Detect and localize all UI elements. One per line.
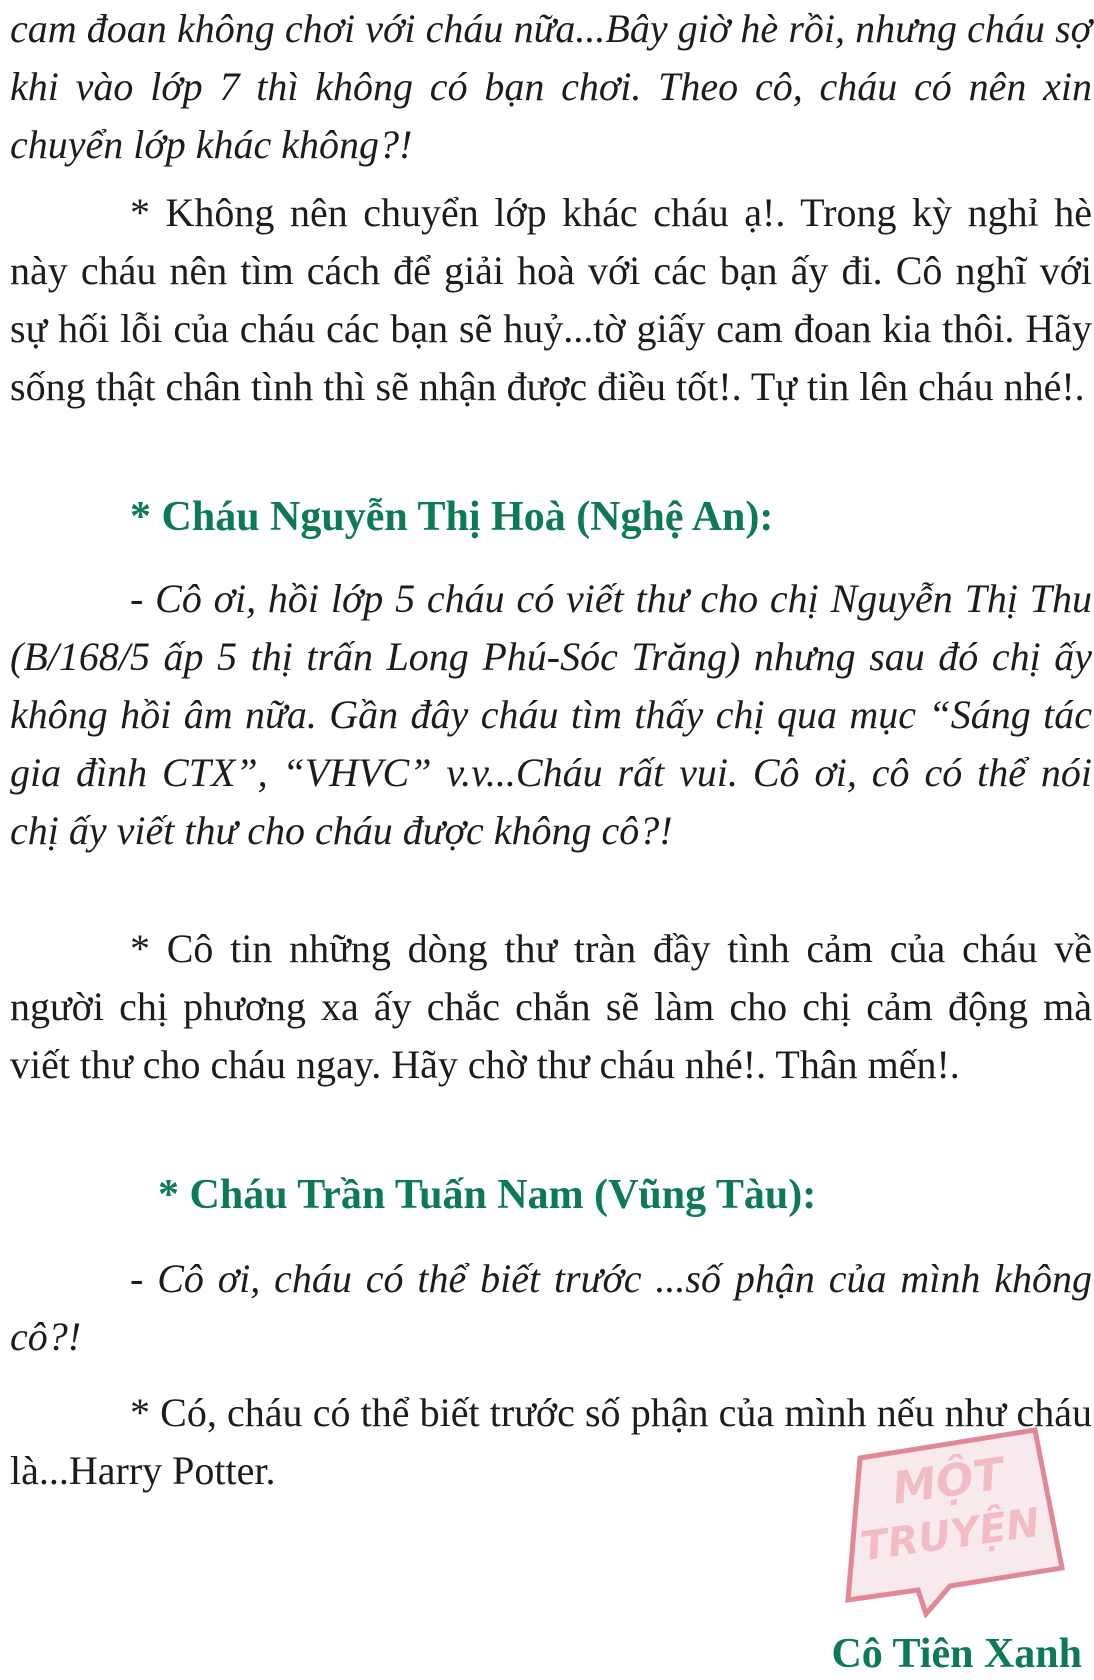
watermark-text-line1: MỘT	[889, 1448, 1007, 1515]
reply-paragraph-3: * Có, cháu có thể biết trước số phận của mình nếu như cháu là...Harry Potter.	[10, 1390, 1092, 1493]
letter-paragraph-2: - Cô ơi, hồi lớp 5 cháu có viết thư cho chị Nguyễn Thị Thu (B/168/5 ấp 5 thị trấn Long Phú-Sóc Trăng) nhưng sau đó chị ấy không hồi âm nữa. Gần đây cháu tìm thấy chị qua mục “Sáng tác gia đình CTX”, “VHVC” v.v...Cháu rất vui. Cô ơi, cô có thể nói chị ấy viết thư cho cháu được không cô?!	[10, 576, 1092, 853]
reply-paragraph-1: * Không nên chuyển lớp khác cháu ạ!. Trong kỳ nghỉ hè này cháu nên tìm cách để giải hoà với các bạn ấy đi. Cô nghĩ với sự hối lỗi của cháu các bạn sẽ huỷ...tờ giấy cam đoan kia thôi. Hãy sống thật chân tình thì sẽ nhận được điều tốt!. Tự tin lên cháu nhé!.	[10, 190, 1092, 409]
letter-paragraph-1: cam đoan không chơi với cháu nữa...Bây giờ hè rồi, nhưng cháu sợ khi vào lớp 7 thì không có bạn chơi. Theo cô, cháu có nên xin chuyển lớp khác không?!	[10, 6, 1092, 167]
section-heading-hoa: * Cháu Nguyễn Thị Hoà (Nghệ An):	[130, 494, 774, 540]
reply-paragraph-2: * Cô tin những dòng thư tràn đầy tình cảm của cháu về người chị phương xa ấy chắc chắn sẽ làm cho chị cảm động mà viết thư cho cháu ngay. Hãy chờ thư cháu nhé!. Thân mến!.	[10, 926, 1092, 1087]
watermark-text-line2: TRUYỆN	[857, 1499, 1043, 1571]
watermark-logo	[830, 1418, 1070, 1618]
signature: Cô Tiên Xanh	[831, 1631, 1082, 1677]
letter-paragraph-3: - Cô ơi, cháu có thể biết trước ...số phận của mình không cô?!	[10, 1256, 1092, 1359]
section-heading-nam: * Cháu Trần Tuấn Nam (Vũng Tàu):	[158, 1172, 817, 1218]
